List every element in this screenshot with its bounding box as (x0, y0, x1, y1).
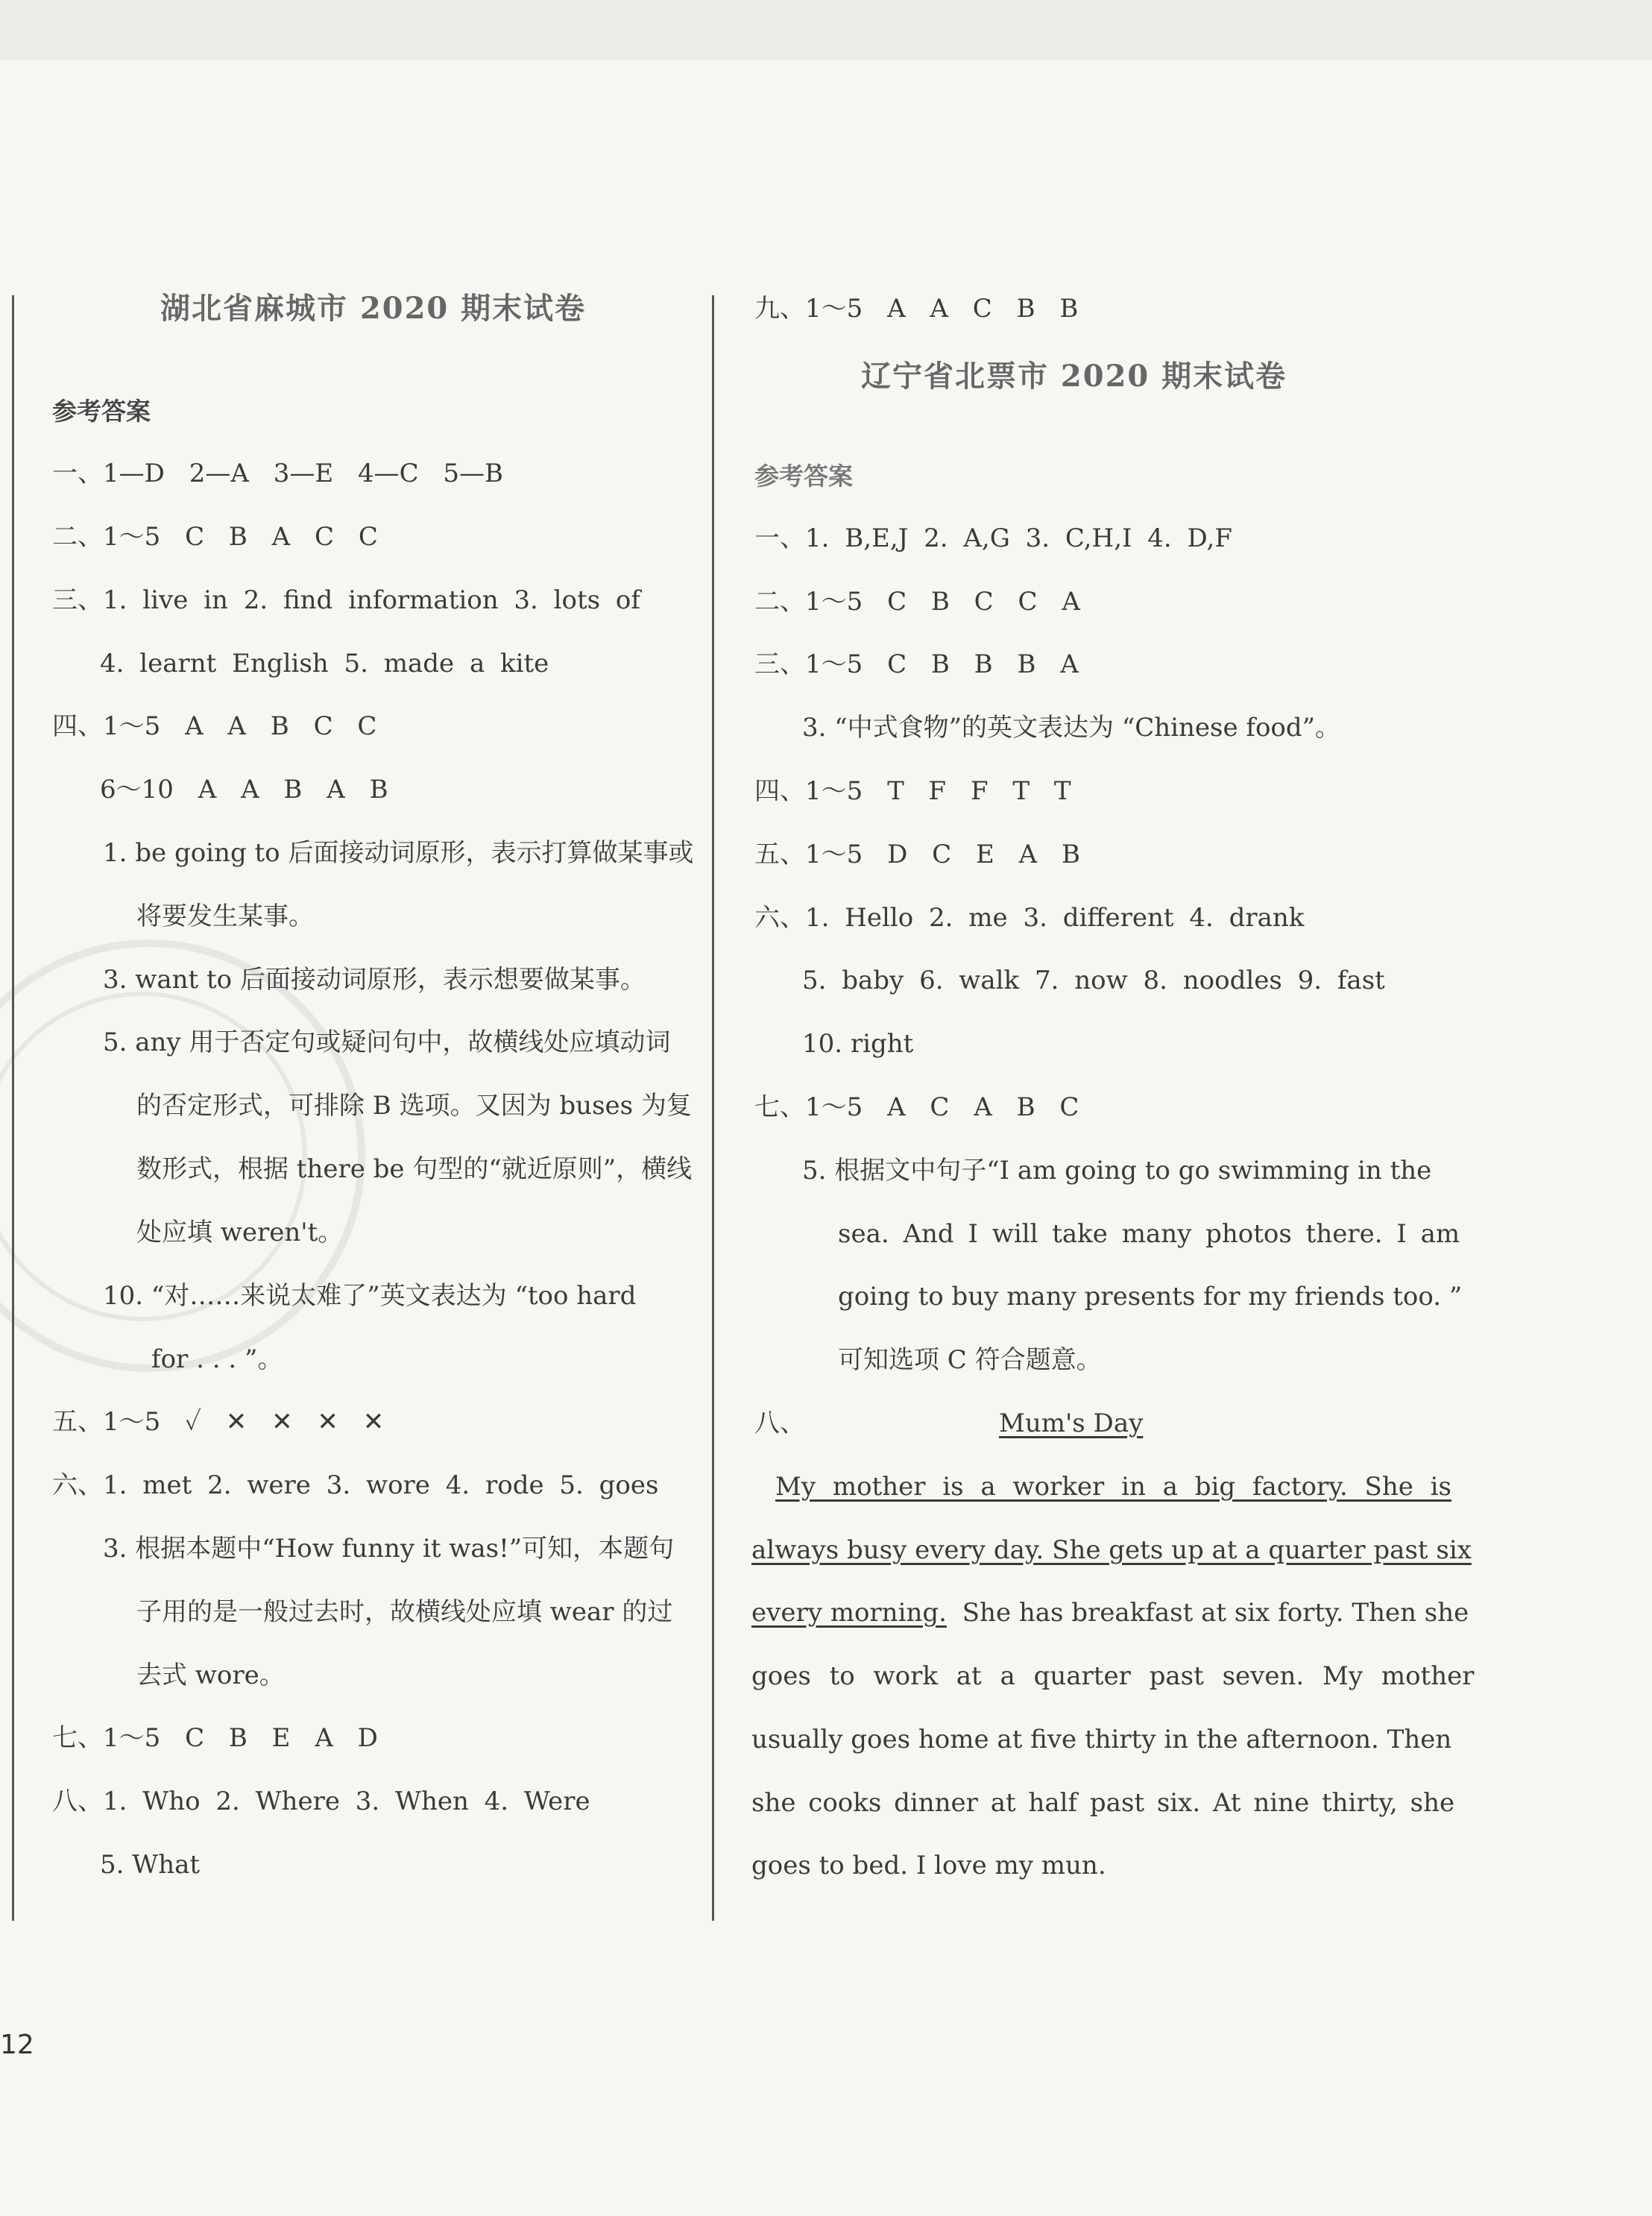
answer-line: going to buy many presents for my friends too. ” (838, 1282, 1463, 1312)
answer-line: 二、1～5 C B C C A (754, 587, 1080, 617)
answer-line: 3. “中式食物”的英文表达为 “Chinese food”。 (802, 713, 1341, 743)
answer-line: 可知选项 C 符合题意。 (838, 1345, 1102, 1375)
answer-line: 去式 wore。 (136, 1661, 285, 1690)
essay-sentence: My mother is a worker in a big factory. She is (775, 1472, 1451, 1502)
answer-line: 五、1～5 ✓ ✕ ✕ ✕ ✕ (52, 1407, 385, 1437)
answer-line: 一、1. B,E,J 2. A,G 3. C,H,I 4. D,F (754, 523, 1232, 553)
answer-line: for . . . ”。 (151, 1344, 283, 1374)
essay-sentence: every morning. (751, 1598, 947, 1628)
answer-line: 六、1. met 2. were 3. wore 4. rode 5. goes (52, 1470, 659, 1500)
answer-line: 子用的是一般过去时，故横线处应填 wear 的过 (136, 1597, 673, 1627)
right-exam-title: 辽宁省北票市 2020 期末试卷 (861, 359, 1287, 394)
answer-line: 4. learnt English 5. made a kite (100, 649, 549, 679)
essay-title: Mum's Day (999, 1408, 1144, 1438)
answer-line: 6～10 A A B A B (100, 775, 388, 805)
answer-line: 四、1～5 T F F T T (754, 776, 1071, 806)
answer-line: 三、1. live in 2. find information 3. lots of (52, 585, 640, 615)
essay-line: goes to bed. I love my mun. (751, 1851, 1106, 1880)
answer-line: 5. 根据文中句子“I am going to go swimming in the (802, 1156, 1432, 1186)
answer-line: 一、1—D 2—A 3—E 4—C 5—B (52, 459, 504, 488)
essay-line: usually goes home at five thirty in the afternoon. Then (751, 1725, 1452, 1754)
left-exam-title: 湖北省麻城市 2020 期末试卷 (160, 291, 587, 326)
answer-line: 1. be going to 后面接动词原形，表示打算做某事或 (103, 838, 694, 868)
essay-question-label: 八、 (754, 1408, 805, 1438)
essay-line (751, 1596, 1469, 1629)
answer-line: 将要发生某事。 (136, 901, 314, 931)
answer-line: 10. “对……来说太难了”英文表达为 “too hard (103, 1281, 637, 1311)
answer-line: 六、1. Hello 2. me 3. different 4. drank (754, 903, 1305, 933)
answer-line: 3. 根据本题中“How funny it was!”可知，本题句 (103, 1534, 675, 1564)
page-number: 12 (0, 2030, 34, 2060)
answer-line: 10. right (802, 1029, 914, 1059)
essay-sentence: She has breakfast at six forty. Then she (962, 1598, 1469, 1628)
answer-line: 四、1～5 A A B C C (52, 711, 377, 741)
column-divider-rule (712, 295, 714, 1921)
essay-line (754, 1470, 1451, 1503)
answer-line: 数形式，根据 there be 句型的“就近原则”，横线 (136, 1154, 693, 1184)
answer-line: 5. baby 6. walk 7. now 8. noodles 9. fast (802, 966, 1385, 995)
answer-line: 七、1～5 C B E A D (52, 1723, 378, 1753)
answer-line: 八、1. Who 2. Where 3. When 4. Were (52, 1787, 590, 1816)
answer-line: 处应填 weren't。 (136, 1218, 344, 1247)
answer-line: 5. What (100, 1850, 201, 1880)
answer-line: 的否定形式，可排除 B 选项。又因为 buses 为复 (136, 1091, 692, 1121)
answer-line: sea. And I will take many photos there. I am (838, 1219, 1460, 1249)
answer-line: 二、1～5 C B A C C (52, 522, 378, 552)
answer-line: 九、1～5 A A C B B (754, 294, 1079, 324)
answer-line: 三、1～5 C B B B A (754, 649, 1079, 679)
essay-line: she cooks dinner at half past six. At nine thirty, she (751, 1788, 1455, 1818)
answer-line: 五、1～5 D C E A B (754, 840, 1080, 869)
scan-top-band (0, 0, 1652, 60)
essay-line: goes to work at a quarter past seven. My mother (751, 1661, 1475, 1691)
left-margin-rule (12, 295, 14, 1921)
left-answer-heading: 参考答案 (52, 397, 151, 426)
answer-line: 5. any 用于否定句或疑问句中，故横线处应填动词 (103, 1027, 671, 1057)
right-answer-heading: 参考答案 (754, 462, 853, 491)
answer-line: 3. want to 后面接动词原形，表示想要做某事。 (103, 965, 646, 995)
essay-line: always busy every day. She gets up at a quarter past six (751, 1535, 1472, 1565)
answer-line: 七、1～5 A C A B C (754, 1092, 1079, 1122)
